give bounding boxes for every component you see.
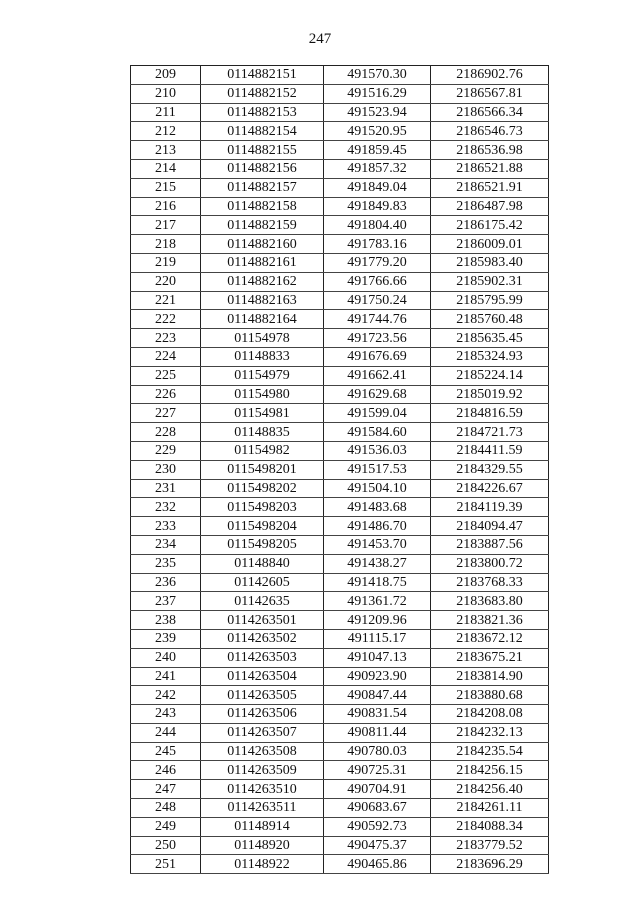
- x-coordinate-cell: 490592.73: [324, 817, 431, 836]
- x-coordinate-cell: 491783.16: [324, 235, 431, 254]
- point-number-cell: 225: [131, 366, 201, 385]
- x-coordinate-cell: 491361.72: [324, 592, 431, 611]
- point-number-cell: 216: [131, 197, 201, 216]
- y-coordinate-cell: 2184232.13: [431, 723, 549, 742]
- y-coordinate-cell: 2183675.21: [431, 648, 549, 667]
- table-row: [131, 347, 549, 366]
- table-row: [131, 66, 549, 85]
- table-row: [131, 235, 549, 254]
- table-row: [131, 498, 549, 517]
- x-coordinate-cell: 490465.86: [324, 855, 431, 874]
- table-row: [131, 799, 549, 818]
- table-row: [131, 535, 549, 554]
- table-row: [131, 253, 549, 272]
- point-number-cell: 213: [131, 141, 201, 160]
- point-code-cell: 0115498202: [201, 479, 324, 498]
- x-coordinate-cell: 491115.17: [324, 629, 431, 648]
- y-coordinate-cell: 2186566.34: [431, 103, 549, 122]
- point-code-cell: 01154978: [201, 329, 324, 348]
- table-row: [131, 573, 549, 592]
- point-code-cell: 01142605: [201, 573, 324, 592]
- point-number-cell: 241: [131, 667, 201, 686]
- y-coordinate-cell: 2186009.01: [431, 235, 549, 254]
- point-number-cell: 218: [131, 235, 201, 254]
- y-coordinate-cell: 2185795.99: [431, 291, 549, 310]
- table-row: [131, 517, 549, 536]
- x-coordinate-cell: 491047.13: [324, 648, 431, 667]
- point-number-cell: 249: [131, 817, 201, 836]
- y-coordinate-cell: 2186175.42: [431, 216, 549, 235]
- point-code-cell: 0114882152: [201, 84, 324, 103]
- point-code-cell: 0115498204: [201, 517, 324, 536]
- point-number-cell: 251: [131, 855, 201, 874]
- point-code-cell: 0114882161: [201, 253, 324, 272]
- x-coordinate-cell: 491849.83: [324, 197, 431, 216]
- y-coordinate-cell: 2185635.45: [431, 329, 549, 348]
- point-number-cell: 244: [131, 723, 201, 742]
- y-coordinate-cell: 2186567.81: [431, 84, 549, 103]
- table-row: [131, 592, 549, 611]
- y-coordinate-cell: 2183800.72: [431, 554, 549, 573]
- point-number-cell: 221: [131, 291, 201, 310]
- point-code-cell: 0115498201: [201, 460, 324, 479]
- point-code-cell: 01142635: [201, 592, 324, 611]
- table-row: [131, 742, 549, 761]
- x-coordinate-cell: 491570.30: [324, 66, 431, 85]
- y-coordinate-cell: 2186521.88: [431, 159, 549, 178]
- point-number-cell: 243: [131, 705, 201, 724]
- x-coordinate-cell: 491723.56: [324, 329, 431, 348]
- table-row: [131, 141, 549, 160]
- x-coordinate-cell: 490923.90: [324, 667, 431, 686]
- x-coordinate-cell: 491516.29: [324, 84, 431, 103]
- point-code-cell: 0114263508: [201, 742, 324, 761]
- x-coordinate-cell: 491438.27: [324, 554, 431, 573]
- table-row: [131, 479, 549, 498]
- table-row: [131, 84, 549, 103]
- y-coordinate-cell: 2183779.52: [431, 836, 549, 855]
- y-coordinate-cell: 2184208.08: [431, 705, 549, 724]
- x-coordinate-cell: 491418.75: [324, 573, 431, 592]
- x-coordinate-cell: 491486.70: [324, 517, 431, 536]
- point-number-cell: 219: [131, 253, 201, 272]
- point-number-cell: 230: [131, 460, 201, 479]
- table-row: [131, 385, 549, 404]
- table-row: [131, 159, 549, 178]
- y-coordinate-cell: 2185902.31: [431, 272, 549, 291]
- y-coordinate-cell: 2186902.76: [431, 66, 549, 85]
- point-code-cell: 0114263507: [201, 723, 324, 742]
- point-code-cell: 0114263503: [201, 648, 324, 667]
- x-coordinate-cell: 491779.20: [324, 253, 431, 272]
- x-coordinate-cell: 491859.45: [324, 141, 431, 160]
- y-coordinate-cell: 2186487.98: [431, 197, 549, 216]
- x-coordinate-cell: 491750.24: [324, 291, 431, 310]
- point-code-cell: 01148833: [201, 347, 324, 366]
- y-coordinate-cell: 2184329.55: [431, 460, 549, 479]
- table-row: [131, 178, 549, 197]
- table-row: [131, 366, 549, 385]
- x-coordinate-cell: 491520.95: [324, 122, 431, 141]
- point-code-cell: 01148920: [201, 836, 324, 855]
- point-code-cell: 0114882156: [201, 159, 324, 178]
- y-coordinate-cell: 2184261.11: [431, 799, 549, 818]
- point-code-cell: 0115498203: [201, 498, 324, 517]
- table-row: [131, 423, 549, 442]
- point-code-cell: 0114263506: [201, 705, 324, 724]
- x-coordinate-cell: 490475.37: [324, 836, 431, 855]
- point-code-cell: 01154979: [201, 366, 324, 385]
- table-row: [131, 629, 549, 648]
- table-row: [131, 686, 549, 705]
- x-coordinate-cell: 490831.54: [324, 705, 431, 724]
- y-coordinate-cell: 2184235.54: [431, 742, 549, 761]
- table-row: [131, 103, 549, 122]
- y-coordinate-cell: 2185224.14: [431, 366, 549, 385]
- point-code-cell: 0114882158: [201, 197, 324, 216]
- y-coordinate-cell: 2184816.59: [431, 404, 549, 423]
- table-row: [131, 310, 549, 329]
- point-code-cell: 0114882163: [201, 291, 324, 310]
- point-code-cell: 0114882160: [201, 235, 324, 254]
- point-code-cell: 0114882151: [201, 66, 324, 85]
- y-coordinate-cell: 2183887.56: [431, 535, 549, 554]
- table-row: [131, 329, 549, 348]
- x-coordinate-cell: 491453.70: [324, 535, 431, 554]
- point-code-cell: 0114263504: [201, 667, 324, 686]
- point-number-cell: 245: [131, 742, 201, 761]
- point-code-cell: 0114882157: [201, 178, 324, 197]
- point-code-cell: 0114263510: [201, 780, 324, 799]
- point-number-cell: 214: [131, 159, 201, 178]
- table-row: [131, 291, 549, 310]
- y-coordinate-cell: 2185983.40: [431, 253, 549, 272]
- point-number-cell: 247: [131, 780, 201, 799]
- point-code-cell: 01148835: [201, 423, 324, 442]
- y-coordinate-cell: 2184119.39: [431, 498, 549, 517]
- point-number-cell: 231: [131, 479, 201, 498]
- y-coordinate-cell: 2185324.93: [431, 347, 549, 366]
- point-code-cell: 0115498205: [201, 535, 324, 554]
- page-number: 247: [308, 31, 332, 47]
- y-coordinate-cell: 2183696.29: [431, 855, 549, 874]
- table-row: [131, 404, 549, 423]
- point-code-cell: 0114263502: [201, 629, 324, 648]
- x-coordinate-cell: 491504.10: [324, 479, 431, 498]
- point-number-cell: 215: [131, 178, 201, 197]
- x-coordinate-cell: 491676.69: [324, 347, 431, 366]
- point-number-cell: 227: [131, 404, 201, 423]
- table-row: [131, 441, 549, 460]
- table-row: [131, 817, 549, 836]
- point-number-cell: 211: [131, 103, 201, 122]
- point-number-cell: 232: [131, 498, 201, 517]
- point-number-cell: 229: [131, 441, 201, 460]
- point-number-cell: 235: [131, 554, 201, 573]
- x-coordinate-cell: 490704.91: [324, 780, 431, 799]
- point-number-cell: 238: [131, 611, 201, 630]
- x-coordinate-cell: 491662.41: [324, 366, 431, 385]
- table-row: [131, 667, 549, 686]
- point-number-cell: 242: [131, 686, 201, 705]
- y-coordinate-cell: 2184256.40: [431, 780, 549, 799]
- x-coordinate-cell: 491744.76: [324, 310, 431, 329]
- point-code-cell: 01154980: [201, 385, 324, 404]
- y-coordinate-cell: 2184721.73: [431, 423, 549, 442]
- table-row: [131, 272, 549, 291]
- y-coordinate-cell: 2183768.33: [431, 573, 549, 592]
- point-code-cell: 0114263511: [201, 799, 324, 818]
- x-coordinate-cell: 491523.94: [324, 103, 431, 122]
- table-row: [131, 855, 549, 874]
- point-number-cell: 236: [131, 573, 201, 592]
- coordinates-table: [130, 65, 549, 874]
- y-coordinate-cell: 2183683.80: [431, 592, 549, 611]
- table-row: [131, 648, 549, 667]
- y-coordinate-cell: 2184256.15: [431, 761, 549, 780]
- table-row: [131, 216, 549, 235]
- x-coordinate-cell: 491209.96: [324, 611, 431, 630]
- x-coordinate-cell: 490683.67: [324, 799, 431, 818]
- x-coordinate-cell: 491849.04: [324, 178, 431, 197]
- y-coordinate-cell: 2184411.59: [431, 441, 549, 460]
- table-row: [131, 723, 549, 742]
- y-coordinate-cell: 2184094.47: [431, 517, 549, 536]
- point-number-cell: 209: [131, 66, 201, 85]
- point-number-cell: 250: [131, 836, 201, 855]
- table-row: [131, 460, 549, 479]
- x-coordinate-cell: 491599.04: [324, 404, 431, 423]
- point-number-cell: 212: [131, 122, 201, 141]
- x-coordinate-cell: 490847.44: [324, 686, 431, 705]
- table-row: [131, 705, 549, 724]
- point-code-cell: 01154982: [201, 441, 324, 460]
- x-coordinate-cell: 491584.60: [324, 423, 431, 442]
- point-number-cell: 234: [131, 535, 201, 554]
- x-coordinate-cell: 491857.32: [324, 159, 431, 178]
- table-row: [131, 780, 549, 799]
- point-code-cell: 0114882155: [201, 141, 324, 160]
- x-coordinate-cell: 491629.68: [324, 385, 431, 404]
- y-coordinate-cell: 2184088.34: [431, 817, 549, 836]
- point-code-cell: 0114882153: [201, 103, 324, 122]
- x-coordinate-cell: 491483.68: [324, 498, 431, 517]
- point-number-cell: 246: [131, 761, 201, 780]
- y-coordinate-cell: 2185760.48: [431, 310, 549, 329]
- point-number-cell: 210: [131, 84, 201, 103]
- table-row: [131, 836, 549, 855]
- x-coordinate-cell: 491766.66: [324, 272, 431, 291]
- point-code-cell: 0114263505: [201, 686, 324, 705]
- table-row: [131, 611, 549, 630]
- table-row: [131, 122, 549, 141]
- point-number-cell: 237: [131, 592, 201, 611]
- y-coordinate-cell: 2186546.73: [431, 122, 549, 141]
- point-number-cell: 239: [131, 629, 201, 648]
- x-coordinate-cell: 490780.03: [324, 742, 431, 761]
- point-number-cell: 217: [131, 216, 201, 235]
- y-coordinate-cell: 2183880.68: [431, 686, 549, 705]
- point-code-cell: 01148840: [201, 554, 324, 573]
- point-number-cell: 226: [131, 385, 201, 404]
- point-number-cell: 220: [131, 272, 201, 291]
- y-coordinate-cell: 2185019.92: [431, 385, 549, 404]
- x-coordinate-cell: 490811.44: [324, 723, 431, 742]
- point-code-cell: 0114882164: [201, 310, 324, 329]
- point-number-cell: 228: [131, 423, 201, 442]
- point-code-cell: 01148914: [201, 817, 324, 836]
- point-code-cell: 0114263509: [201, 761, 324, 780]
- y-coordinate-cell: 2184226.67: [431, 479, 549, 498]
- point-code-cell: 01148922: [201, 855, 324, 874]
- point-code-cell: 0114882159: [201, 216, 324, 235]
- y-coordinate-cell: 2183821.36: [431, 611, 549, 630]
- x-coordinate-cell: 490725.31: [324, 761, 431, 780]
- x-coordinate-cell: 491536.03: [324, 441, 431, 460]
- point-code-cell: 0114263501: [201, 611, 324, 630]
- coordinates-table-body: [131, 66, 549, 874]
- point-number-cell: 240: [131, 648, 201, 667]
- table-row: [131, 761, 549, 780]
- point-number-cell: 224: [131, 347, 201, 366]
- point-number-cell: 223: [131, 329, 201, 348]
- table-row: [131, 554, 549, 573]
- point-code-cell: 01154981: [201, 404, 324, 423]
- point-number-cell: 248: [131, 799, 201, 818]
- point-number-cell: 233: [131, 517, 201, 536]
- x-coordinate-cell: 491804.40: [324, 216, 431, 235]
- x-coordinate-cell: 491517.53: [324, 460, 431, 479]
- table-row: [131, 197, 549, 216]
- y-coordinate-cell: 2183672.12: [431, 629, 549, 648]
- point-number-cell: 222: [131, 310, 201, 329]
- point-code-cell: 0114882162: [201, 272, 324, 291]
- y-coordinate-cell: 2186536.98: [431, 141, 549, 160]
- point-code-cell: 0114882154: [201, 122, 324, 141]
- y-coordinate-cell: 2186521.91: [431, 178, 549, 197]
- y-coordinate-cell: 2183814.90: [431, 667, 549, 686]
